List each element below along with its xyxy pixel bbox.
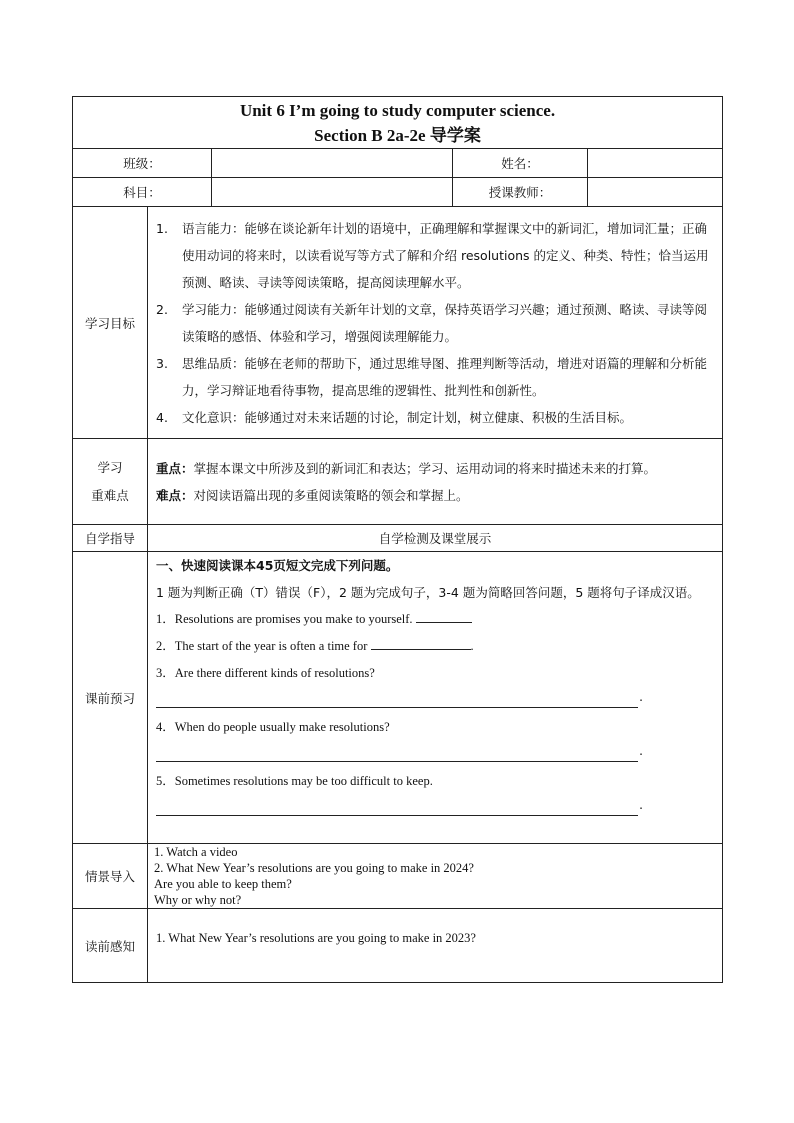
question-2 xyxy=(156,633,712,660)
preview-instruction: 1 题为判断正确（T）错误（F），2 题为完成句子，3-4 题为简略回答问题，5 题将句子译成汉语。 xyxy=(156,585,700,600)
question-2-end: . xyxy=(470,639,474,653)
pre-reading-content xyxy=(148,909,723,983)
answer-line-3[interactable] xyxy=(156,687,643,708)
question-2-text: 2．The start of the year is often a time for xyxy=(156,639,368,653)
key-point-text: 掌握本课文中所涉及到的新词汇和表达；学习、运用动词的将来时描述未来的打算。 xyxy=(193,460,657,476)
subject-label: 科目： xyxy=(73,178,212,207)
answer-blank-1[interactable] xyxy=(416,608,472,623)
goal-num: 3. xyxy=(156,355,168,371)
goals-label: 学习目标 xyxy=(73,207,148,439)
difficult-point-label: 难点： xyxy=(156,487,194,503)
goal-text: 学习能力：能够通过阅读有关新年计划的文章，保持英语学习兴趣；通过预测、略读、寻读等阅读策略的感悟、体验和学习，增强阅读理解能力。 xyxy=(182,301,708,344)
preview-content xyxy=(148,552,723,844)
question-3 xyxy=(156,660,712,687)
line-end-dot: . xyxy=(639,744,643,758)
pre-reading-question-1: 1. What New Year’s resolutions are you going to make in 2023? xyxy=(156,930,476,945)
goal-text: 思维品质：能够在老师的帮助下，通过思维导图、推理判断等活动，增进对语篇的理解和分析能力，学习辩证地看待事物，提高思维的逻辑性、批判性和创新性。 xyxy=(182,355,708,398)
title-cell xyxy=(73,97,723,149)
study-guide-table xyxy=(72,96,723,983)
goal-item xyxy=(156,350,712,404)
key-points-content xyxy=(148,439,723,525)
question-5-text: 5．Sometimes resolutions may be too difficult to keep. xyxy=(156,774,433,788)
key-points-label xyxy=(73,439,148,525)
question-1 xyxy=(156,606,712,633)
scene-line-3: Are you able to keep them? xyxy=(154,877,292,891)
line-end-dot: . xyxy=(639,798,643,812)
name-field[interactable] xyxy=(588,149,723,178)
goal-item xyxy=(156,296,712,350)
answer-line-5[interactable] xyxy=(156,795,643,816)
goal-item xyxy=(156,404,712,431)
question-3-text: 3．Are there different kinds of resolutions? xyxy=(156,666,375,680)
difficult-point xyxy=(156,482,712,509)
scene-label: 情景导入 xyxy=(73,844,148,909)
title-line-2: Section B 2a-2e 导学案 xyxy=(314,125,481,145)
scene-content xyxy=(148,844,723,909)
preview-heading-text: 一、快速阅读课本45页短文完成下列问题。 xyxy=(156,558,399,573)
goal-text: 文化意识：能够通过对未来话题的讨论，制定计划，树立健康、积极的生活目标。 xyxy=(182,409,633,425)
goal-num: 4. xyxy=(156,409,168,425)
question-4-text: 4．When do people usually make resolutions? xyxy=(156,720,390,734)
answer-blank-2[interactable] xyxy=(371,635,471,650)
self-study-value: 自学检测及课堂展示 xyxy=(148,525,723,552)
question-4 xyxy=(156,714,712,741)
self-study-label: 自学指导 xyxy=(73,525,148,552)
key-point-label: 重点： xyxy=(156,460,194,476)
goal-item xyxy=(156,215,712,296)
key-points-label-2: 重难点 xyxy=(91,487,129,503)
goals-content xyxy=(148,207,723,439)
preview-label: 课前预习 xyxy=(73,552,148,844)
line-end-dot: . xyxy=(639,690,643,704)
key-points-label-1: 学习 xyxy=(97,459,123,475)
scene-line-1: 1. Watch a video xyxy=(154,845,238,859)
subject-field[interactable] xyxy=(212,178,453,207)
title-line-1: Unit 6 I’m going to study computer science. xyxy=(239,100,556,120)
name-label: 姓名： xyxy=(453,149,588,178)
answer-line-4[interactable] xyxy=(156,741,643,762)
pre-reading-label: 读前感知 xyxy=(73,909,148,983)
scene-line-2: 2. What New Year’s resolutions are you going to make in 2024? xyxy=(154,861,474,875)
question-1-text: 1．Resolutions are promises you make to yourself. xyxy=(156,612,413,626)
key-point xyxy=(156,455,712,482)
teacher-label: 授课教师： xyxy=(453,178,588,207)
goal-text: 语言能力：能够在谈论新年计划的语境中，正确理解和掌握课文中的新词汇，增加词汇量；正确使用动词的将来时，以读看说写等方式了解和介绍 resolutions 的定义、种类、特性；恰当运用预测、略读、寻读等阅读策略，提高阅读理解水平。 xyxy=(182,220,709,290)
question-5 xyxy=(156,768,712,795)
preview-heading xyxy=(156,552,712,579)
class-label: 班级： xyxy=(73,149,212,178)
goal-num: 2. xyxy=(156,301,168,317)
teacher-field[interactable] xyxy=(588,178,723,207)
scene-line-4: Why or why not? xyxy=(154,893,242,907)
goal-num: 1. xyxy=(156,220,168,236)
class-field[interactable] xyxy=(212,149,453,178)
difficult-point-text: 对阅读语篇出现的多重阅读策略的领会和掌握上。 xyxy=(193,487,469,503)
